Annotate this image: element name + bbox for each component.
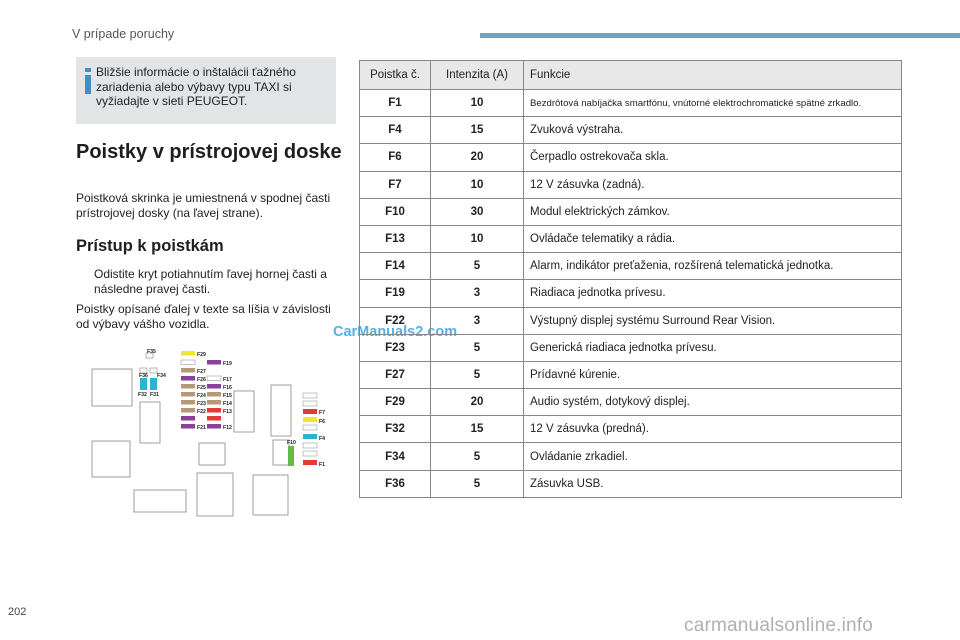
- column-header-fuse: Poistka č.: [360, 61, 431, 90]
- table-row: [360, 443, 902, 470]
- column-header-function: Funkcie: [524, 61, 902, 90]
- fuse-number: F1: [360, 90, 431, 117]
- fuse-label-f14: F14: [223, 401, 232, 407]
- fuse-label-f10: F10: [287, 440, 296, 446]
- fuse-function: Audio systém, dotykový displej.: [524, 389, 902, 416]
- table-row: [360, 198, 902, 225]
- fuse-amperage: 10: [431, 90, 524, 117]
- fuse-number: F14: [360, 253, 431, 280]
- table-row: [360, 361, 902, 388]
- bullet-text: Odistite kryt potiahnutím ľavej hornej časti a následne pravej časti.: [94, 267, 327, 296]
- fuse-amperage: 30: [431, 198, 524, 225]
- fuse-label-f29: F29: [197, 352, 206, 358]
- fuse-label-f19: F19: [223, 361, 232, 367]
- table-row: [360, 470, 902, 497]
- fuse-label-f13: F13: [223, 409, 232, 415]
- intro-paragraph: Poistková skrinka je umiestnená v spodnej časti prístrojovej dosky (na ľavej strane).: [76, 191, 331, 220]
- fuse-number: F22: [360, 307, 431, 334]
- fuse-number: F19: [360, 280, 431, 307]
- fuse-function: Zásuvka USB.: [524, 470, 902, 497]
- fuse-number: F36: [360, 470, 431, 497]
- fuse-number: F27: [360, 361, 431, 388]
- info-text: Bližšie informácie o inštalácii ťažného zariadenia alebo výbavy typu TAXI si vyžiadajte v sieti PEUGEOT.: [96, 65, 296, 108]
- fuse-amperage: 5: [431, 361, 524, 388]
- fuse-label-f24: F24: [197, 393, 206, 399]
- fuse-box-diagram: [86, 345, 336, 520]
- fuse-amperage: 3: [431, 280, 524, 307]
- fuse-amperage: 10: [431, 171, 524, 198]
- note-paragraph: Poistky opísané ďalej v texte sa líšia v závislosti od výbavy vášho vozidla.: [76, 302, 331, 331]
- table-row: [360, 144, 902, 171]
- fuse-number: F10: [360, 198, 431, 225]
- fuse-label-f23: F23: [197, 401, 206, 407]
- section-title: Poistky v prístrojovej doske: [76, 141, 342, 163]
- fuse-amperage: 15: [431, 416, 524, 443]
- fuse-label-f26: F26: [197, 377, 206, 383]
- table-row: [360, 225, 902, 252]
- fuse-label-f36: F36: [139, 373, 148, 379]
- fuse-label-f34: F34: [157, 373, 166, 379]
- fuse-table: [359, 60, 902, 498]
- fuse-number: F32: [360, 416, 431, 443]
- table-row: [360, 334, 902, 361]
- table-row: [360, 117, 902, 144]
- table-row: [360, 280, 902, 307]
- fuse-label-f1: F1: [319, 462, 326, 468]
- fuse-amperage: 5: [431, 253, 524, 280]
- info-box: [76, 57, 336, 124]
- fuse-function: Generická riadiaca jednotka prívesu.: [524, 334, 902, 361]
- fuse-amperage: 5: [431, 334, 524, 361]
- table-row: [360, 253, 902, 280]
- fuse-label-f35: F35: [147, 349, 156, 355]
- fuse-label-f16: F16: [223, 385, 232, 391]
- fuse-function: Čerpadlo ostrekovača skla.: [524, 144, 902, 171]
- fuse-number: F6: [360, 144, 431, 171]
- fuse-amperage: 20: [431, 144, 524, 171]
- fuse-label-f32: F32: [138, 392, 147, 398]
- fuse-number: F7: [360, 171, 431, 198]
- watermark-logo[interactable]: CarManuals2.com: [333, 324, 458, 340]
- fuse-amperage: 5: [431, 443, 524, 470]
- bullet-item: [76, 267, 336, 296]
- fuse-amperage: 15: [431, 117, 524, 144]
- fuse-amperage: 10: [431, 225, 524, 252]
- fuse-label-f17: F17: [223, 377, 232, 383]
- fuse-label-f7: F7: [319, 410, 326, 416]
- fuse-function: Prídavné kúrenie.: [524, 361, 902, 388]
- header-title: V prípade poruchy: [72, 27, 175, 41]
- fuse-amperage: 20: [431, 389, 524, 416]
- info-icon: [85, 68, 91, 94]
- fuse-number: F29: [360, 389, 431, 416]
- fuse-number: F4: [360, 117, 431, 144]
- fuse-label-f25: F25: [197, 385, 206, 391]
- fuse-function: Zvuková výstraha.: [524, 117, 902, 144]
- page-number: 202: [8, 606, 27, 618]
- fuse-number: F23: [360, 334, 431, 361]
- fuse-label-f15: F15: [223, 393, 232, 399]
- table-row: [360, 90, 902, 117]
- fuse-function: 12 V zásuvka (zadná).: [524, 171, 902, 198]
- fuse-function: Bezdrôtová nabíjačka smartfónu, vnútorné elektrochromatické spätné zrkadlo.: [524, 90, 902, 117]
- fuse-label-f6: F6: [319, 419, 326, 425]
- fuse-function: 12 V zásuvka (predná).: [524, 416, 902, 443]
- fuse-label-f22: F22: [197, 409, 206, 415]
- fuse-label-f12: F12: [223, 425, 232, 431]
- table-row: [360, 307, 902, 334]
- fuse-label-f21: F21: [197, 425, 206, 431]
- fuse-label-f31: F31: [150, 392, 159, 398]
- fuse-amperage: 3: [431, 307, 524, 334]
- fuse-label-f27: F27: [197, 369, 206, 375]
- table-header-row: [360, 61, 902, 90]
- fuse-function: Riadiaca jednotka prívesu.: [524, 280, 902, 307]
- fuse-number: F13: [360, 225, 431, 252]
- column-header-amperage: Intenzita (A): [431, 61, 524, 90]
- fuse-amperage: 5: [431, 470, 524, 497]
- fuse-label-f4: F4: [319, 436, 326, 442]
- fuse-function: Ovládače telematiky a rádia.: [524, 225, 902, 252]
- fuse-number: F34: [360, 443, 431, 470]
- subsection-title: Prístup k poistkám: [76, 237, 224, 255]
- footer-watermark[interactable]: carmanualsonline.info: [684, 615, 874, 636]
- fuse-function: Ovládanie zrkadiel.: [524, 443, 902, 470]
- table-row: [360, 171, 902, 198]
- table-row: [360, 389, 902, 416]
- fuse-function: Výstupný displej systému Surround Rear Vision.: [524, 307, 902, 334]
- fuse-function: Alarm, indikátor preťaženia, rozšírená telematická jednotka.: [524, 253, 902, 280]
- table-row: [360, 416, 902, 443]
- header-accent-bar: [480, 33, 960, 38]
- fuse-function: Modul elektrických zámkov.: [524, 198, 902, 225]
